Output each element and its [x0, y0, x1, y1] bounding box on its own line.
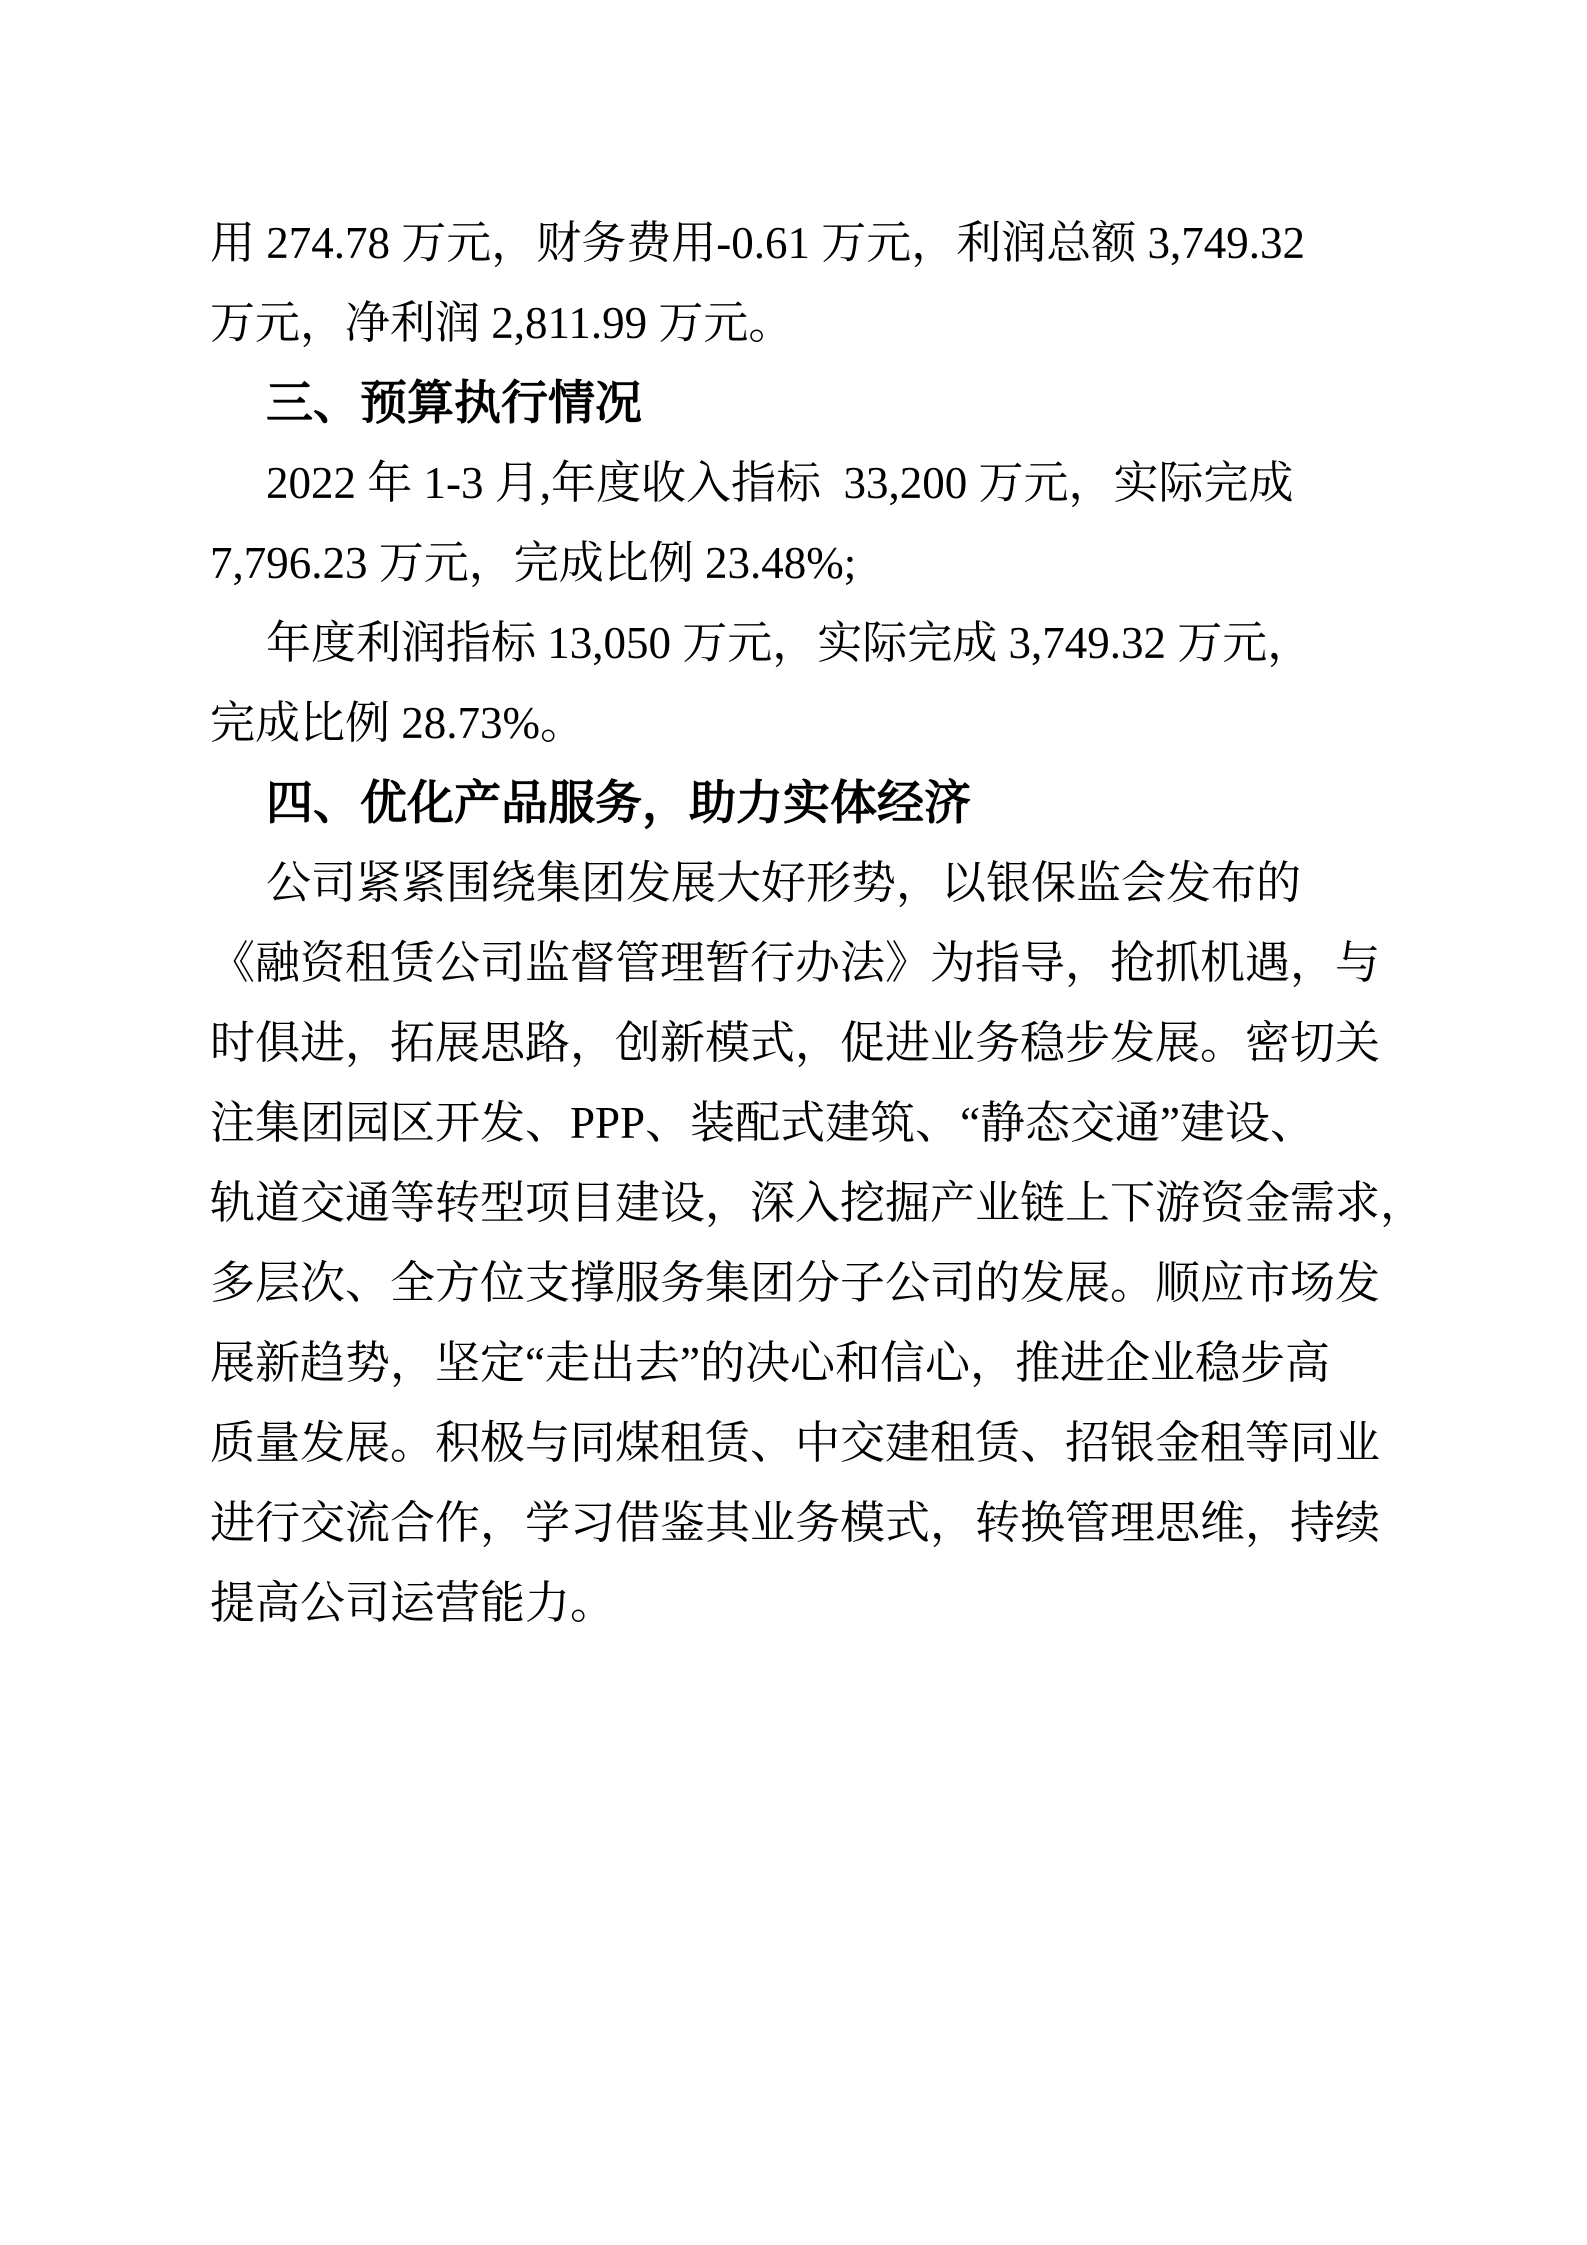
text-line: 展新趋势，坚定“走出去”的决心和信心，推进企业稳步高 [210, 1338, 1330, 1388]
text-line: 《融资租赁公司监督管理暂行办法》为指导，抢抓机遇，与 [210, 938, 1381, 988]
text-line: 提高公司运营能力。 [210, 1578, 616, 1628]
text-line: 2022 年 1-3 月,年度收入指标 33,200 万元，实际完成 [266, 458, 1294, 508]
text-line: 万元，净利润 2,811.99 万元。 [210, 298, 794, 348]
text-line: 轨道交通等转型项目建设，深入挖掘产业链上下游资金需求， [210, 1178, 1426, 1228]
section-heading: 四、优化产品服务，助力实体经济 [266, 776, 971, 829]
text-line: 年度利润指标 13,050 万元，实际完成 3,749.32 万元， [266, 618, 1313, 668]
text-line: 完成比例 28.73%。 [210, 698, 585, 748]
section-heading: 三、预算执行情况 [266, 376, 642, 429]
text-line: 注集团园区开发、PPP、装配式建筑、“静态交通”建设、 [210, 1098, 1316, 1148]
text-line: 质量发展。积极与同煤租赁、中交建租赁、招银金租等同业 [210, 1418, 1381, 1468]
text-line: 7,796.23 万元，完成比例 23.48%; [210, 538, 857, 588]
document-body [210, 203, 1426, 1643]
text-line: 进行交流合作，学习借鉴其业务模式，转换管理思维，持续 [210, 1498, 1381, 1548]
text-line: 用 274.78 万元，财务费用-0.61 万元，利润总额 3,749.32 [210, 218, 1305, 268]
text-line: 时俱进，拓展思路，创新模式，促进业务稳步发展。密切关 [210, 1018, 1381, 1068]
text-line: 公司紧紧围绕集团发展大好形势，以银保监会发布的 [266, 858, 1302, 908]
text-line: 多层次、全方位支撑服务集团分子公司的发展。顺应市场发 [210, 1258, 1381, 1308]
